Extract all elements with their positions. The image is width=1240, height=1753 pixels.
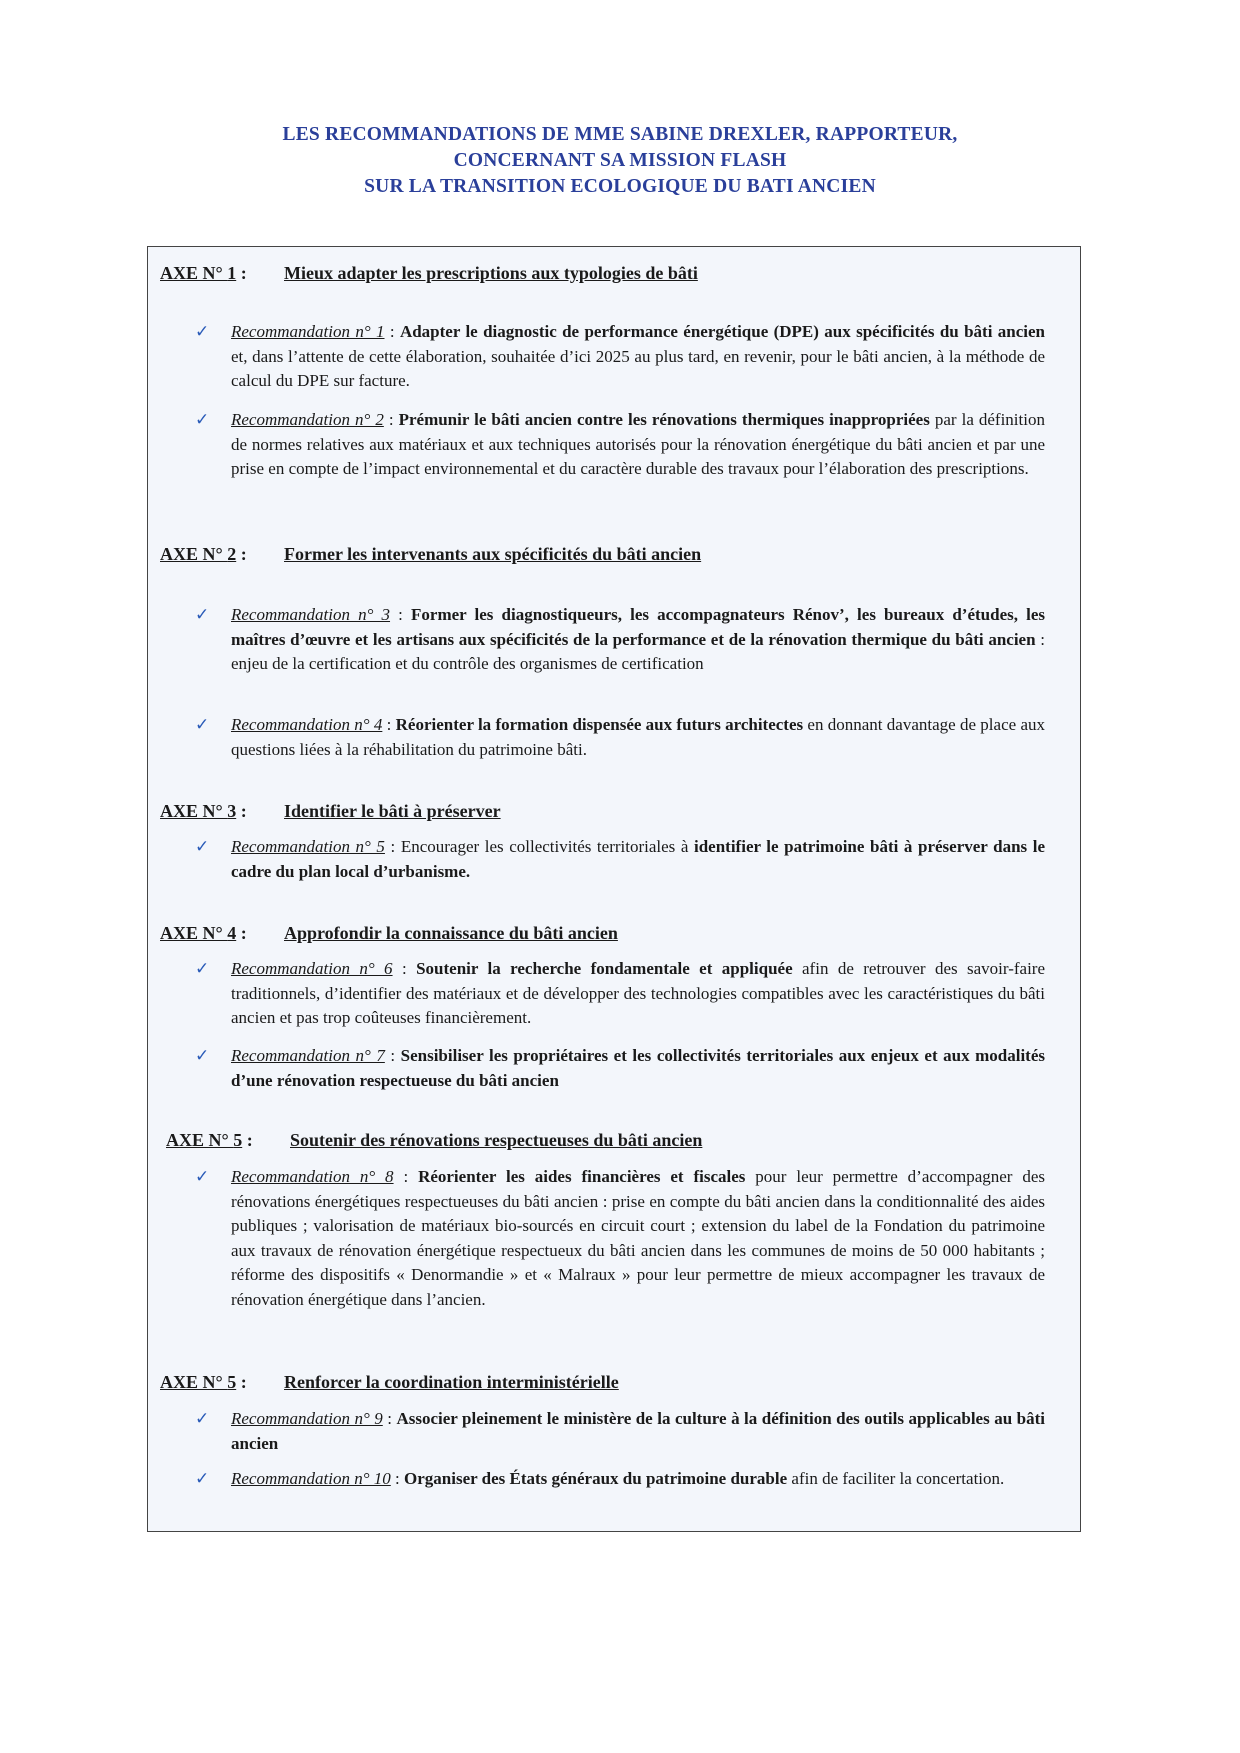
axe-label: AXE N° 2 :: [160, 544, 247, 564]
check-icon: ✓: [195, 605, 210, 625]
axe-title: Former les intervenants aux spécificités du bâti ancien: [284, 544, 702, 564]
axe-label: AXE N° 1 :: [160, 263, 247, 283]
recommendation: ✓ Recommandation n° 8 : Réorienter les aides financières et fiscales pour leur permettre d’accompagner des rénovations énergétiques respectueuses du bâti ancien : prise en compte du bâti ancien dans la conditionnalité des aides publiques ; valorisation de matériaux bio-sourcés en circuit court ; extension du label de la Fondation du patrimoine aux travaux de rénovation énergétique respectueux du bâti ancien dans les communes de moins de 50 000 habitants ; réforme des dispositifs « Denormandie » et « Malraux » pour leur permettre de mieux accompagner les travaux de rénovation énergétique dans l’ancien.: [195, 1167, 1045, 1309]
title-line-2: CONCERNANT SA MISSION FLASH: [453, 150, 787, 171]
recommendation-number: Recommandation n° 5: [231, 837, 385, 856]
axe-label: AXE N° 3 :: [160, 801, 247, 821]
check-icon: ✓: [195, 1469, 210, 1489]
recommendation: ✓ Recommandation n° 7 : Sensibiliser les propriétaires et les collectivités territoriales aux enjeux et aux modalités d’une rénovation respectueuse du bâti ancien: [195, 1046, 1046, 1090]
recommendation-number: Recommandation n° 1: [231, 322, 385, 341]
check-icon: ✓: [195, 322, 210, 342]
recommendation: ✓ Recommandation n° 5 : Encourager les collectivités territoriales à identifier le patrimoine bâti à préserver dans le cadre du plan local d’urbanisme.: [195, 837, 1045, 881]
recommendation-number: Recommandation n° 7: [231, 1046, 385, 1065]
recommendation: ✓ Recommandation n° 9 : Associer pleinement le ministère de la culture à la définition des outils applicables au bâti ancien: [195, 1409, 1045, 1453]
axe-title: Renforcer la coordination interministérielle: [284, 1372, 619, 1392]
recommendation: ✓ Recommandation n° 6 : Soutenir la recherche fondamentale et appliquée afin de retrouver des savoir-faire traditionnels, d’identifier des matériaux et de développer des technologies compatibles avec les caractéristiques du bâti ancien et pas trop coûteuses financièrement.: [195, 959, 1046, 1027]
axe-title: Mieux adapter les prescriptions aux typologies de bâti: [284, 263, 698, 283]
axe-title: Soutenir des rénovations respectueuses du bâti ancien: [290, 1130, 703, 1150]
document-title: [0, 122, 1240, 200]
axe-label: AXE N° 5 :: [160, 1372, 247, 1392]
check-icon: ✓: [195, 837, 210, 857]
check-icon: ✓: [195, 1046, 210, 1066]
axe-title: Approfondir la connaissance du bâti ancien: [284, 923, 618, 943]
check-icon: ✓: [195, 1409, 210, 1429]
check-icon: ✓: [195, 410, 210, 430]
recommendation: ✓ Recommandation n° 1 : Adapter le diagnostic de performance énergétique (DPE) aux spécificités du bâti ancien et, dans l’attente de cette élaboration, souhaitée d’ici 2025 au plus tard, en revenir, pour le bâti ancien, à la méthode de calcul du DPE sur facture.: [195, 322, 1046, 390]
check-icon: ✓: [195, 1167, 210, 1187]
axe-title: Identifier le bâti à préserver: [284, 801, 501, 821]
recommendation: ✓ Recommandation n° 3 : Former les diagnostiqueurs, les accompagnateurs Rénov’, les bureaux d’études, les maîtres d’œuvre et les artisans aux spécificités de la performance et de la rénovation thermique du bâti ancien : enjeu de la certification et du contrôle des organismes de certification: [195, 605, 1045, 673]
recommendation-number: Recommandation n° 8: [231, 1167, 394, 1186]
recommendation-number: Recommandation n° 2: [231, 410, 384, 429]
axe-label: AXE N° 4 :: [160, 923, 247, 943]
check-icon: ✓: [195, 959, 210, 979]
recommendation-number: Recommandation n° 3: [231, 605, 391, 624]
recommendation: ✓ Recommandation n° 2 : Prémunir le bâti ancien contre les rénovations thermiques inappropriées par la définition de normes relatives aux matériaux et aux techniques autorisés pour la rénovation énergétique du bâti ancien et par une prise en compte de l’impact environnemental et du caractère durable des travaux pour l’élaboration des prescriptions.: [195, 410, 1045, 478]
recommendation-number: Recommandation n° 9: [231, 1409, 383, 1428]
recommendation-number: Recommandation n° 6: [231, 959, 393, 978]
recommendation-number: Recommandation n° 4: [231, 715, 383, 734]
recommendation-number: Recommandation n° 10: [231, 1469, 391, 1488]
recommendations-frame: [147, 246, 1081, 1532]
axe-label: AXE N° 5 :: [166, 1130, 253, 1150]
check-icon: ✓: [195, 715, 210, 735]
recommendation: ✓ Recommandation n° 10 : Organiser des États généraux du patrimoine durable afin de faciliter la concertation.: [231, 1467, 1045, 1492]
recommendation: ✓ Recommandation n° 4 : Réorienter la formation dispensée aux futurs architectes en donnant davantage de place aux questions liées à la réhabilitation du patrimoine bâti.: [195, 715, 1045, 759]
title-line-1: LES RECOMMANDATIONS DE MME SABINE DREXLER, RAPPORTEUR,: [282, 124, 958, 145]
title-line-3: SUR LA TRANSITION ECOLOGIQUE DU BATI ANCIEN: [364, 176, 876, 197]
